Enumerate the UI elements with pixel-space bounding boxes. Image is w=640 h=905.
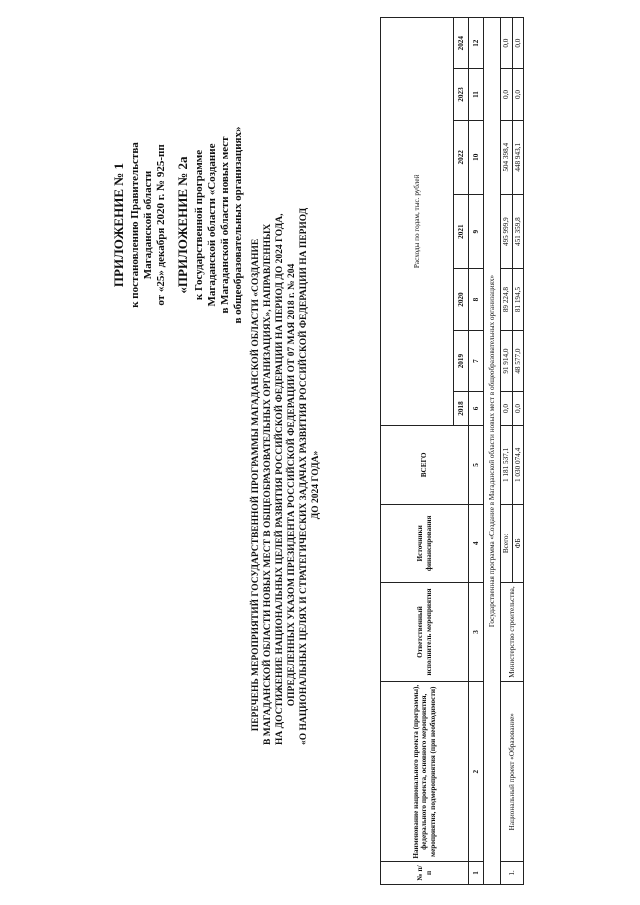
row-value: 0,0 [512, 392, 524, 425]
col-number: 4 [469, 505, 484, 582]
header-block [112, 75, 245, 375]
title-line: ДО 2024 ГОДА» [311, 450, 321, 520]
program-line: в Магаданской области новых мест [219, 136, 231, 314]
col-source-header: Источники финансирования [381, 505, 469, 582]
col-name-header: Наименование национального проекта (программы), федерального проекта, основного мероприятия, мероприятия, подмероприятия (при необходимости) [381, 682, 469, 861]
appendix2-title: «ПРИЛОЖЕНИЕ № 2а [175, 156, 190, 294]
col-number: 3 [469, 582, 484, 682]
document-title [250, 207, 322, 745]
row-num: 1. [501, 861, 524, 884]
row-executor: Министерство строительства, [501, 582, 524, 682]
year-header: 2022 [454, 120, 469, 194]
row-value: 504 398,4 [501, 120, 513, 194]
row-value: 0,0 [501, 392, 513, 425]
year-header: 2018 [454, 392, 469, 425]
table-row [501, 18, 513, 885]
col-number: 10 [469, 120, 484, 194]
year-header: 2021 [454, 194, 469, 268]
program-line: к Государственной программе [193, 149, 205, 301]
title-line: «О НАЦИОНАЛЬНЫХ ЦЕЛЯХ И СТРАТЕГИЧЕСКИХ ЗАДАЧАХ РАЗВИТИЯ РОССИЙСКОЙ ФЕДЕРАЦИИ НА ПЕРИОД [299, 207, 309, 745]
program-line: Магаданской области «Создание [206, 143, 218, 307]
title-line: ПЕРЕЧЕНЬ МЕРОПРИЯТИЙ ГОСУДАРСТВЕННОЙ ПРОГРАММЫ МАГАДАНСКОЙ ОБЛАСТИ «СОЗДАНИЕ [251, 238, 261, 732]
year-header: 2023 [454, 69, 469, 120]
title-line: В МАГАДАНСКОЙ ОБЛАСТИ НОВЫХ МЕСТ В ОБЩЕОБРАЗОВАТЕЛЬНЫХ ОРГАНИЗАЦИЯХ», НАПРАВЛЕННЫХ [263, 223, 273, 745]
row-value: 451 359,8 [512, 194, 524, 268]
col-number: 11 [469, 69, 484, 120]
appendix-title: ПРИЛОЖЕНИЕ № 1 [111, 162, 126, 288]
title-line: ОПРЕДЕЛЕННЫХ УКАЗОМ ПРЕЗИДЕНТА РОССИЙСКОЙ ФЕДЕРАЦИИ ОТ 07 МАЯ 2018 г. № 204 [287, 263, 297, 707]
col-number: 6 [469, 392, 484, 425]
row-value: 495 999,9 [501, 194, 513, 268]
col-number: 2 [469, 682, 484, 861]
row-value: 0,0 [501, 18, 513, 69]
col-number: 12 [469, 18, 484, 69]
year-header: 2019 [454, 330, 469, 392]
year-header: 2020 [454, 269, 469, 331]
program-title-cell: Государственная программа «Создание в Магаданской области новых мест в общеобразовательных организациях» [484, 18, 501, 885]
row-name: Национальный проект «Образование» [501, 682, 524, 861]
row-value: 91 914,0 [501, 330, 513, 392]
col-num-header: № п/п [381, 861, 469, 884]
program-line: в общеобразовательных организациях» [232, 126, 244, 324]
row-value: 0,0 [501, 69, 513, 120]
col-number: 7 [469, 330, 484, 392]
header-row [381, 18, 454, 885]
program-row [484, 18, 501, 885]
col-total-header: ВСЕГО [381, 425, 469, 504]
col-number: 1 [469, 861, 484, 884]
title-line: НА ДОСТИЖЕНИЕ НАЦИОНАЛЬНЫХ ЦЕЛЕЙ РАЗВИТИЯ РОССИЙСКОЙ ФЕДЕРАЦИИ НА ПЕРИОД ДО 2024 ГОДА, [275, 213, 285, 745]
year-header: 2024 [454, 18, 469, 69]
to-resolution: к постановлению Правительства [129, 142, 141, 308]
col-years-group-header: Расходы по годам, тыс. рублей [381, 18, 454, 426]
row-source: ФБ [512, 505, 524, 582]
row-value: 81 194,5 [512, 269, 524, 331]
row-value: 448 943,1 [512, 120, 524, 194]
row-value: 48 577,0 [512, 330, 524, 392]
row-source: Всего: [501, 505, 513, 582]
col-number: 9 [469, 194, 484, 268]
col-executor-header: Ответственный исполнитель мероприятия [381, 582, 469, 682]
column-number-row [469, 18, 484, 885]
col-number: 8 [469, 269, 484, 331]
expenses-table [380, 17, 524, 885]
row-value: 89 224,8 [501, 269, 513, 331]
row-value: 0,0 [512, 18, 524, 69]
col-number: 5 [469, 425, 484, 504]
date-line: от «25» декабря 2020 г. № 925-пп [155, 144, 167, 306]
row-total: 1 030 074,4 [512, 425, 524, 504]
row-total: 1 181 537,1 [501, 425, 513, 504]
row-value: 0,0 [512, 69, 524, 120]
region: Магаданской области [142, 170, 154, 280]
